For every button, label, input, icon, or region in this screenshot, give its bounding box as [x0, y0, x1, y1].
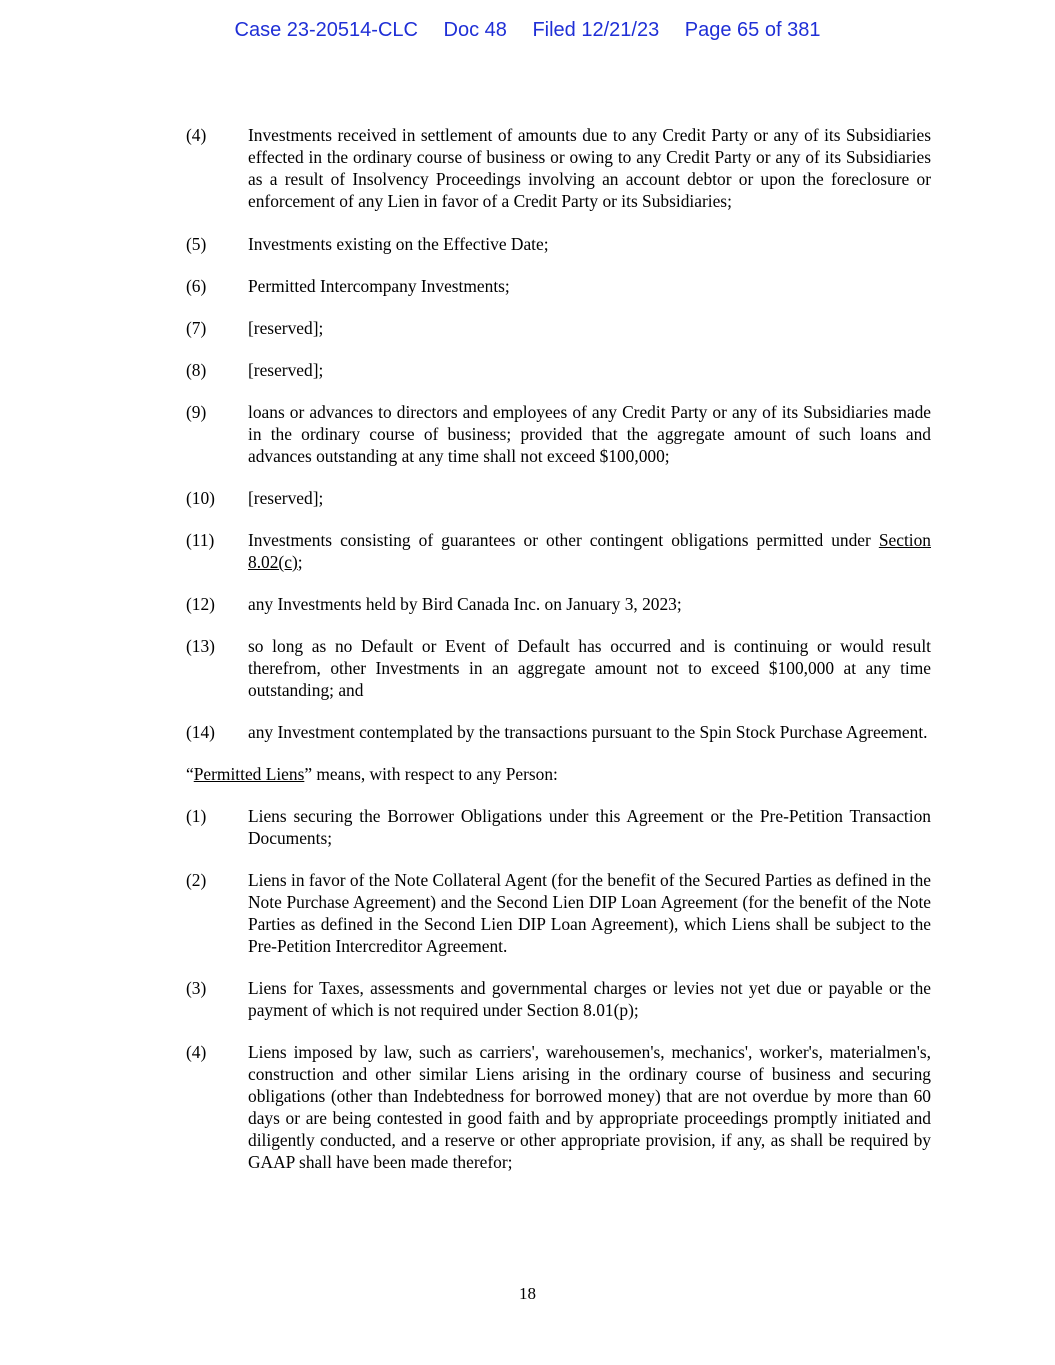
item-text: Liens securing the Borrower Obligations under this Agreement or the Pre-Petition Transaction Documents; [248, 806, 931, 848]
defined-term: Permitted Liens [193, 764, 305, 784]
doc-number: Doc 48 [443, 19, 507, 41]
filing-header [0, 19, 1055, 42]
item-text: Liens in favor of the Note Collateral Agent (for the benefit of the Secured Parties as defined in the Note Purchase Agreement) and the Second Lien DIP Loan Agreement (for the benefit of the Note Parties as defined in the Second Lien DIP Loan Agreement), which Liens shall be subject to the Pre-Petition Intercreditor Agreement. [248, 870, 931, 956]
item-number: (1) [186, 806, 207, 826]
open-quote: “ [186, 764, 194, 784]
document-body [186, 124, 931, 1193]
item-text: [reserved]; [248, 318, 324, 338]
list-item [186, 593, 931, 615]
item-number: (2) [186, 870, 207, 890]
list-item [186, 805, 931, 849]
item-text: Liens imposed by law, such as carriers', warehousemen's, mechanics', worker's, materialmen's, construction and other similar Liens arising in the ordinary course of business and securing obligations (other than Indebtedness for borrowed money) that are not overdue by more than 60 days or are being contested in good faith and by appropriate proceedings promptly initiated and diligently conducted, and a reserve or other appropriate provision, if any, as shall be required by GAAP shall have been made therefor; [248, 1042, 931, 1172]
item-text: so long as no Default or Event of Default has occurred and is continuing or would result therefrom, other Investments in an aggregate amount not to exceed $100,000 at any time outstanding; and [248, 636, 931, 700]
item-number: (5) [186, 234, 207, 254]
section-reference-link: Section 8.02(c) [248, 530, 931, 572]
item-text: any Investments held by Bird Canada Inc. on January 3, 2023; [248, 594, 682, 614]
item-number: (3) [186, 978, 207, 998]
list-item [186, 275, 931, 297]
item-text: Permitted Intercompany Investments; [248, 276, 510, 296]
definition-paragraph [186, 763, 931, 785]
item-number: (11) [186, 530, 215, 550]
item-number: (14) [186, 722, 215, 742]
item-text-post: ; [297, 552, 303, 572]
item-text: Investments received in settlement of amounts due to any Credit Party or any of its Subsidiaries effected in the ordinary course of business or owing to any Credit Party or any of its Subsidiaries as a result of Insolvency Proceedings involving an account debtor or upon the foreclosure or enforcement of any Lien in favor of a Credit Party or its Subsidiaries; [248, 125, 931, 211]
list-item [186, 529, 931, 573]
item-number: (7) [186, 318, 207, 338]
list-item [186, 487, 931, 509]
list-item [186, 721, 931, 743]
item-number: (10) [186, 488, 215, 508]
item-text: Investments existing on the Effective Date; [248, 234, 549, 254]
item-text: [reserved]; [248, 360, 324, 380]
item-text: [reserved]; [248, 488, 324, 508]
item-text-pre: Investments consisting of guarantees or other contingent obligations permitted under [248, 530, 879, 550]
list-item [186, 869, 931, 957]
definition-text: ” means, with respect to any Person: [304, 764, 558, 784]
item-number: (9) [186, 402, 207, 422]
list-item [186, 635, 931, 701]
list-item [186, 1041, 931, 1173]
item-number: (4) [186, 125, 207, 145]
item-number: (6) [186, 276, 207, 296]
page-indicator: Page 65 of 381 [684, 19, 821, 41]
item-text [248, 529, 931, 573]
item-number: (13) [186, 636, 215, 656]
list-item [186, 359, 931, 381]
list-item [186, 233, 931, 255]
page-number: 18 [519, 1284, 536, 1303]
item-number: (8) [186, 360, 207, 380]
item-number: (12) [186, 594, 215, 614]
list-item [186, 977, 931, 1021]
filed-date: Filed 12/21/23 [532, 19, 660, 41]
list-item [186, 124, 931, 212]
item-text: loans or advances to directors and employees of any Credit Party or any of its Subsidiaries made in the ordinary course of business; provided that the aggregate amount of such loans and advances outstanding at any time shall not exceed $100,000; [248, 402, 931, 466]
list-item [186, 317, 931, 339]
item-number: (4) [186, 1042, 207, 1062]
case-number: Case 23-20514-CLC [234, 19, 418, 41]
item-text: any Investment contemplated by the transactions pursuant to the Spin Stock Purchase Agreement. [248, 722, 928, 742]
item-text: Liens for Taxes, assessments and governmental charges or levies not yet due or payable or the payment of which is not required under Section 8.01(p); [248, 978, 931, 1020]
list-item [186, 401, 931, 467]
